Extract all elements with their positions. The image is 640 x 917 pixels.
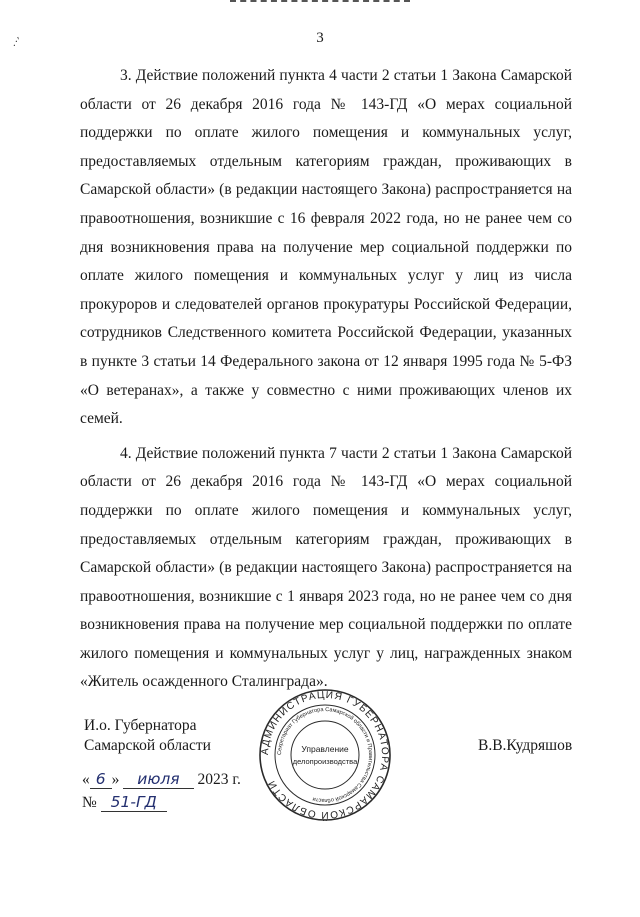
position-line-2: Самарской области bbox=[84, 737, 211, 754]
number-value: 51-ГД bbox=[101, 793, 167, 812]
stamp-center-line-2: делопроизводства bbox=[292, 757, 358, 766]
stamp-outer-text: АДМИНИСТРАЦИЯ ГУБЕРНАТОРА САМАРСКОЙ ОБЛАСТИ bbox=[259, 689, 391, 821]
date-year: 2023 г. bbox=[197, 771, 241, 788]
scan-top-edge bbox=[230, 0, 410, 4]
page-number: 3 bbox=[316, 30, 324, 46]
signatory-position bbox=[84, 716, 211, 756]
scan-mark: .·' bbox=[10, 34, 23, 50]
law-number bbox=[82, 793, 167, 812]
date-day: 6 bbox=[90, 770, 112, 789]
date-close-quote: » bbox=[111, 771, 120, 788]
stamp-center-line-1: Управление bbox=[301, 744, 349, 754]
number-prefix: № bbox=[82, 794, 97, 811]
paragraph-3: 3. Действие положений пункта 4 части 2 статьи 1 Закона Самарской области от 26 декабря 2016 года № 143-ГД «О мерах социальной поддержки по оплате жилого помещения и коммунальных услуг, предоставляемых отдельным категориям граждан, проживающих в Самарской области» (в редакции настоящего Закона) распространяется на правоотношения, возникшие с 16 февраля 2022 года, но не ранее чем со дня возникновения права на получение мер социальной поддержки по оплате жилого помещения и коммунальных услуг у лиц из числа прокуроров и следователей органов прокуратуры Российской Федерации, сотрудников Следственного комитета Российской Федерации, указанных в пункте 3 статьи 14 Федерального закона от 12 января 1995 года № 5-ФЗ «О ветеранах», а также у совместно с ними проживающих членов их семей. bbox=[80, 67, 572, 428]
date-open-quote: « bbox=[82, 771, 90, 788]
signing-date bbox=[82, 770, 241, 789]
date-month: июля bbox=[123, 770, 193, 789]
signatory-name: В.В.Кудряшов bbox=[478, 737, 573, 754]
official-stamp bbox=[258, 688, 392, 822]
stamp-inner-text: Секретариат Губернатора Самарской области и Правительства Самарской области bbox=[276, 706, 374, 804]
document-body bbox=[80, 62, 572, 703]
position-line-1: И.о. Губернатора bbox=[84, 717, 197, 734]
paragraph-4: 4. Действие положений пункта 7 части 2 статьи 1 Закона Самарской области от 26 декабря 2016 года № 143-ГД «О мерах социальной поддержки по оплате жилого помещения и коммунальных услуг, предоставляемых отдельным категориям граждан, проживающих в Самарской области» (в редакции настоящего Закона) распространяется на правоотношения, возникшие с 1 января 2023 года, но не ранее чем со дня возникновения права на получение мер социальной поддержки по оплате жилого помещения и коммунальных услуг у лиц, награжденных знаком «Житель осажденного Сталинграда». bbox=[80, 444, 572, 691]
